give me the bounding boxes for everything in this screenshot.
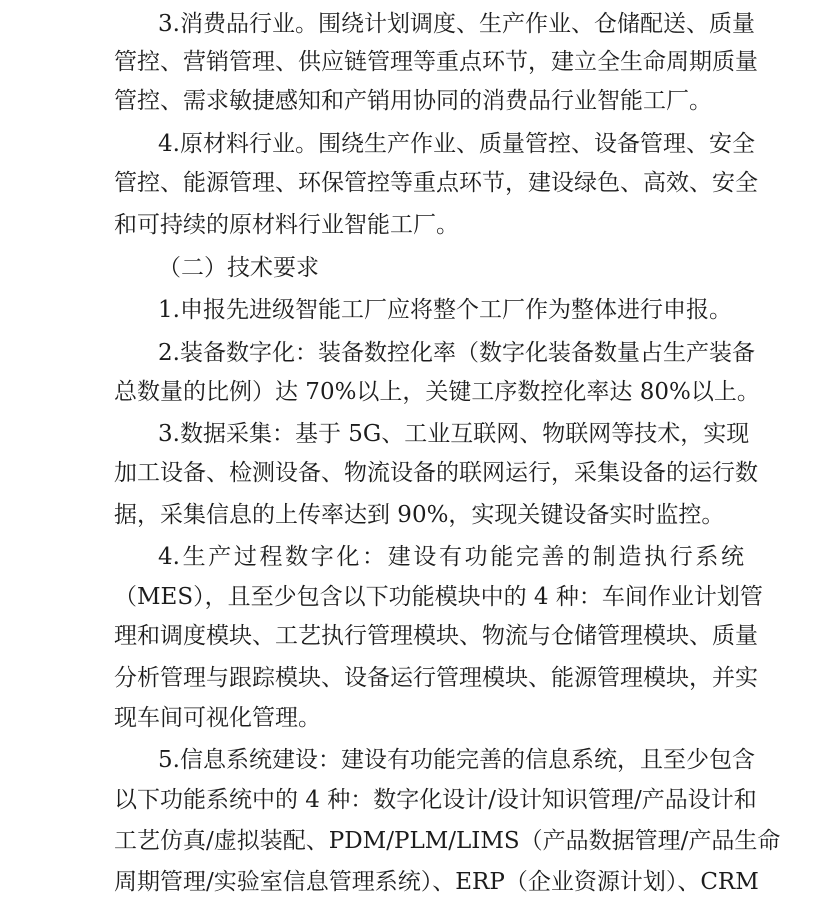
text-line [0, 738, 831, 782]
paragraph-text: 管控、需求敏捷感知和产销用协同的消费品行业智能工厂。 [114, 88, 712, 114]
text-line [0, 203, 831, 247]
text-line [0, 614, 831, 658]
paragraph-text: 据，采集信息的上传率达到 90%，实现关键设备实时监控。 [114, 502, 725, 528]
text-line [0, 575, 831, 619]
text-line [0, 451, 831, 495]
paragraph-text: 管控、营销管理、供应链管理等重点环节，建立全生命周期质量 [114, 49, 758, 75]
paragraph-text: 管控、能源管理、环保管控等重点环节，建设绿色、高效、安全 [114, 170, 758, 196]
text-line [0, 493, 831, 537]
paragraph-text: 分析管理与跟踪模块、设备运行管理模块、能源管理模块，并实 [114, 665, 758, 691]
paragraph-text: 工艺仿真/虚拟装配、PDM/PLM/LIMS（产品数据管理/产品生命 [114, 828, 781, 854]
paragraph-item-1: 1.申报先进级智能工厂应将整个工厂作为整体进行申报。 [158, 297, 732, 323]
text-line [0, 778, 831, 822]
text-line [0, 412, 831, 456]
text-line [0, 819, 831, 863]
text-line [0, 860, 831, 904]
text-line [0, 246, 831, 290]
paragraph-text: 现车间可视化管理。 [114, 705, 321, 731]
paragraph-item-4-start: 4.生产过程数字化：建设有功能完善的制造执行系统 [158, 544, 744, 570]
paragraph-text: 加工设备、检测设备、物流设备的联网运行，采集设备的运行数 [114, 460, 758, 486]
section-heading: （二）技术要求 [158, 255, 319, 281]
text-line [0, 79, 831, 123]
text-line [0, 161, 831, 205]
text-line [0, 40, 831, 84]
paragraph-item-5-start: 5.信息系统建设：建设有功能完善的信息系统，且至少包含 [158, 747, 755, 773]
paragraph-text: 总数量的比例）达 70%以上，关键工序数控化率达 80%以上。 [114, 379, 760, 405]
paragraph-item-2-start: 2.装备数字化：装备数控化率（数字化装备数量占生产装备 [158, 340, 755, 366]
paragraph-text: （MES），且至少包含以下功能模块中的 4 种：车间作业计划管 [114, 584, 763, 610]
text-line [0, 535, 831, 579]
paragraph-raw-materials-start: 4.原材料行业。围绕生产作业、质量管控、设备管理、安全 [158, 131, 755, 157]
paragraph-text: 和可持续的原材料行业智能工厂。 [114, 212, 459, 238]
text-line [0, 122, 831, 166]
text-line [0, 370, 831, 414]
text-line [0, 288, 831, 332]
text-line [0, 696, 831, 740]
paragraph-consumer-goods-start: 3.消费品行业。围绕计划调度、生产作业、仓储配送、质量 [158, 11, 755, 37]
text-line [0, 656, 831, 700]
paragraph-text: 理和调度模块、工艺执行管理模块、物流与仓储管理模块、质量 [114, 623, 758, 649]
paragraph-item-3-start: 3.数据采集：基于 5G、工业互联网、物联网等技术，实现 [158, 421, 750, 447]
paragraph-text: 周期管理/实验室信息管理系统）、ERP（企业资源计划）、CRM [114, 869, 759, 895]
text-line [0, 331, 831, 375]
paragraph-text: 以下功能系统中的 4 种：数字化设计/设计知识管理/产品设计和 [114, 787, 757, 813]
